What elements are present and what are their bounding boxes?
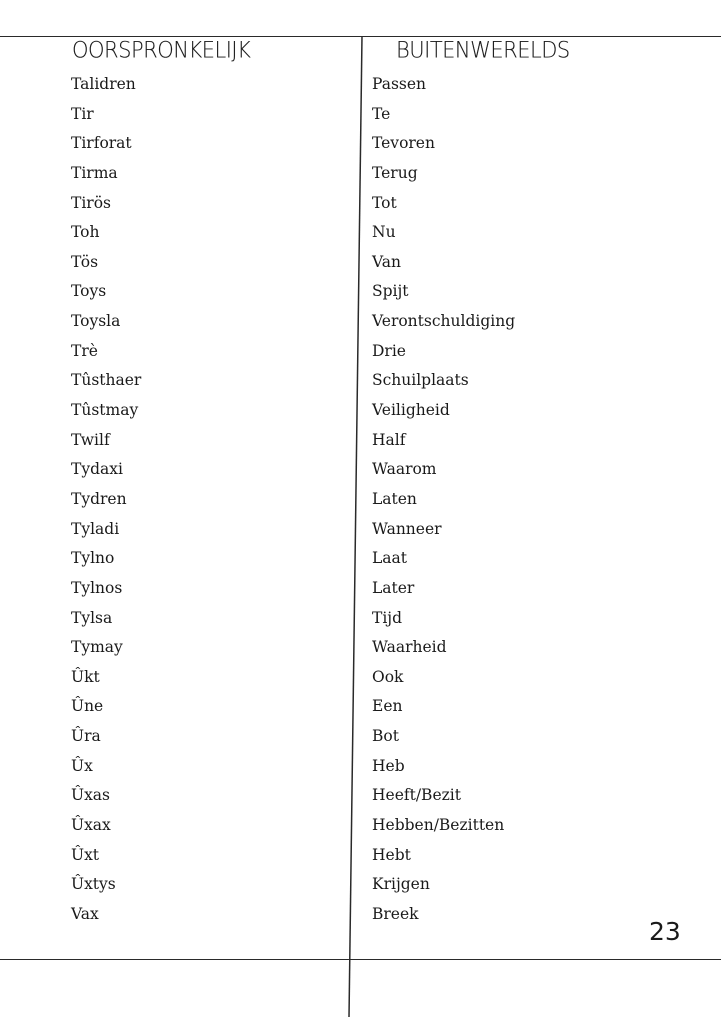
original-word: Trè <box>71 341 98 360</box>
translation-word: Schuilplaats <box>372 371 469 390</box>
translation-word: Wanneer <box>372 519 442 538</box>
original-word: Tir <box>71 104 94 123</box>
original-word: Vax <box>71 904 99 923</box>
original-word: Ûxt <box>71 845 100 864</box>
original-word: Tös <box>71 252 99 271</box>
translation-word: Tijd <box>372 608 403 627</box>
translation-word: Laat <box>372 549 408 568</box>
original-word: Tylnos <box>71 578 123 597</box>
original-word: Tydaxi <box>71 460 123 479</box>
translation-word: Van <box>372 252 401 271</box>
translation-word: Terug <box>372 163 418 182</box>
original-word: Ûxtys <box>71 875 116 894</box>
original-word: Tûsthaer <box>71 371 142 390</box>
original-word: Ûne <box>71 697 104 716</box>
column-header-translation: BUITENWERELDS <box>396 37 570 63</box>
translation-word: Tot <box>372 193 397 212</box>
translation-word: Hebt <box>372 845 411 864</box>
original-word: Twilf <box>71 430 110 449</box>
original-word: Talidren <box>71 75 136 93</box>
translation-word: Tevoren <box>372 134 435 153</box>
original-word: Toysla <box>71 312 121 331</box>
translation-word: Spijt <box>372 282 409 301</box>
original-word: Tymay <box>71 638 123 657</box>
original-word: Ûkt <box>71 667 100 686</box>
original-word: Tydren <box>71 489 127 508</box>
translation-words-list <box>372 70 515 930</box>
translation-word: Heeft/Bezit <box>372 786 461 805</box>
translation-word: Hebben/Bezitten <box>372 816 505 835</box>
translation-word: Verontschuldiging <box>372 312 516 331</box>
translation-word: Waarom <box>372 460 437 479</box>
translation-word: Breek <box>372 904 419 923</box>
original-word: Tylno <box>71 549 115 568</box>
original-word: Toys <box>71 282 107 301</box>
column-header-original: OORSPRONKELIJK <box>72 37 251 63</box>
translation-word: Veiligheid <box>372 401 450 420</box>
original-word: Tirös <box>71 193 111 212</box>
original-word: Tyladi <box>71 519 120 538</box>
original-word: Tirma <box>71 163 118 182</box>
original-word: Ûxax <box>71 816 111 835</box>
translation-word: Krijgen <box>372 875 430 894</box>
translation-word: Later <box>372 578 415 597</box>
original-word: Tylsa <box>71 608 113 627</box>
translation-word: Bot <box>372 727 399 746</box>
translation-word: Een <box>372 697 403 716</box>
translation-word: Nu <box>372 223 396 242</box>
translation-word: Ook <box>372 667 404 686</box>
original-word: Tirforat <box>71 134 132 153</box>
translation-word: Laten <box>372 489 417 508</box>
translation-word: Te <box>372 104 391 123</box>
translation-word: Passen <box>372 75 427 93</box>
page-number: 23 <box>649 917 681 946</box>
original-word: Toh <box>71 223 100 242</box>
translation-word: Half <box>372 430 406 449</box>
translation-word: Heb <box>372 756 405 775</box>
original-word: Ûx <box>71 756 93 775</box>
original-word: Ûra <box>71 727 101 746</box>
original-word: Tûstmay <box>71 401 139 420</box>
translation-word: Drie <box>372 341 406 360</box>
original-words-list <box>71 70 141 930</box>
original-word: Ûxas <box>71 786 110 805</box>
translation-word: Waarheid <box>372 638 447 657</box>
